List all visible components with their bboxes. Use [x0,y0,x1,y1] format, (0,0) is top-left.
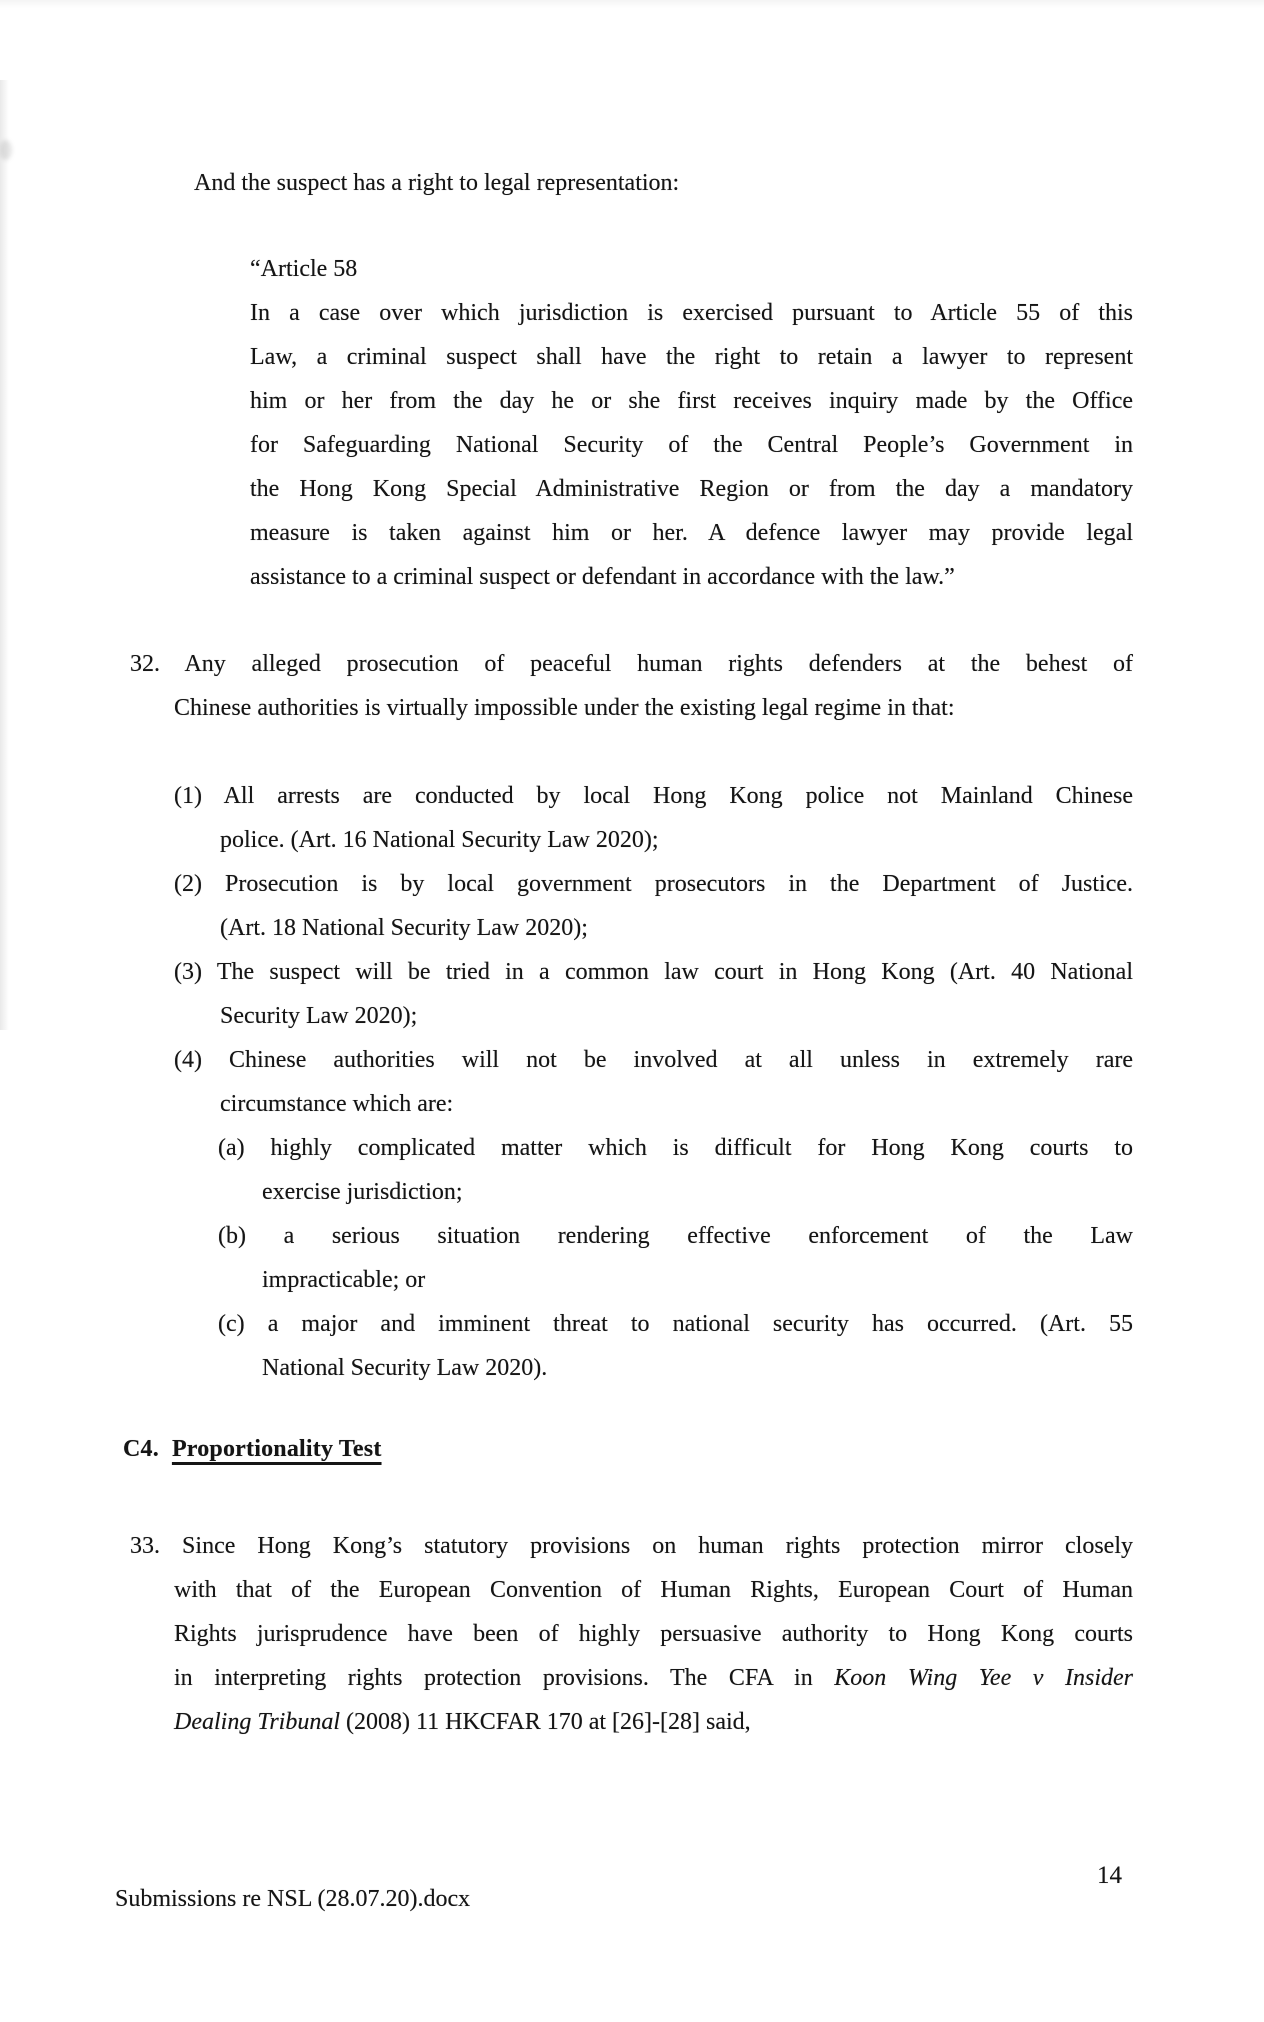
list-item [174,862,1133,950]
scan-top-shadow [0,0,1264,8]
paragraph-line: with that of the European Convention of Human Rights, European Court of Human [174,1577,1133,1603]
quote-line: Law, a criminal suspect shall have the right to retain a lawyer to represent [250,344,1133,370]
sublist-item-line [218,1214,1133,1258]
quote-line: “Article 58 [250,256,358,282]
numbered-list [174,774,1133,1126]
sublist-item-letter: (b) [218,1223,246,1249]
list-item-number: (1) [174,783,202,809]
paragraph-33 [130,1524,1133,1744]
quote-line: measure is taken against him or her. A defence lawyer may provide legal [250,520,1133,546]
sublist-item-text: a serious situation rendering effective enforcement of the Law [283,1223,1134,1249]
list-item-line: circumstance which are: [220,1091,454,1117]
list-item-line: (Art. 18 National Security Law 2020); [220,915,588,941]
sublist-item-line [218,1302,1133,1346]
paragraph-line: Rights jurisprudence have been of highly persuasive authority to Hong Kong courts [174,1621,1133,1647]
list-item [174,950,1133,1038]
sublist-item-letter: (c) [218,1311,245,1337]
paragraph-line [174,1656,1133,1700]
case-citation-italic: Koon Wing Yee v Insider [834,1665,1134,1691]
quote-line: for Safeguarding National Security of the Central People’s Government in [250,432,1133,458]
list-item-line [174,862,1133,906]
paragraph-line [174,1700,1133,1744]
list-item-line [174,1038,1133,1082]
quote-line: him or her from the day he or she first receives inquiry made by the Office [250,388,1133,414]
section-heading-number: C4. [123,1436,159,1462]
sublist-item [218,1302,1133,1390]
paragraph-line [130,1524,1133,1568]
paragraph-text: (2008) 11 HKCFAR 170 at [26]-[28] said, [346,1709,751,1735]
sublist-item-line: National Security Law 2020). [262,1355,548,1381]
paragraph-text: Any alleged prosecution of peaceful human rights defenders at the behest of [184,651,1133,677]
sublist-item-line: exercise jurisdiction; [262,1179,463,1205]
paragraph-line [130,642,1133,686]
intro-line: And the suspect has a right to legal representation: [194,170,680,196]
paragraph-text: in interpreting rights protection provisions. The CFA in [174,1665,813,1691]
page-number: 14 [1097,1862,1122,1889]
sublist-item-letter: (a) [218,1135,245,1161]
scan-smudge [0,140,12,160]
list-item-text: The suspect will be tried in a common law court in Hong Kong (Art. 40 National [216,959,1133,985]
list-item-line: Security Law 2020); [220,1003,418,1029]
case-citation-italic: Dealing Tribunal [174,1709,341,1735]
footer-filename: Submissions re NSL (28.07.20).docx [115,1886,471,1912]
quote-line: assistance to a criminal suspect or defendant in accordance with the law.” [250,564,955,590]
scan-left-edge-shadow [0,80,9,1030]
list-item-text: All arrests are conducted by local Hong Kong police not Mainland Chinese [223,783,1133,809]
list-item-number: (3) [174,959,202,985]
paragraph-32 [130,642,1133,730]
list-item-text: Prosecution is by local government prosecutors in the Department of Justice. [225,871,1134,897]
paragraph-text: Since Hong Kong’s statutory provisions on human rights protection mirror closely [182,1533,1134,1559]
sublist-item [218,1214,1133,1302]
lettered-sublist [218,1126,1133,1390]
list-item-number: (2) [174,871,202,897]
sublist-item-text: highly complicated matter which is difficult for Hong Kong courts to [270,1135,1134,1161]
list-item-line [174,950,1133,994]
section-heading-title: Proportionality Test [171,1436,382,1462]
list-item-number: (4) [174,1047,202,1073]
list-item [174,1038,1133,1126]
quote-line: In a case over which jurisdiction is exercised pursuant to Article 55 of this [250,300,1133,326]
list-item-line [174,774,1133,818]
paragraph-number: 33. [130,1533,160,1559]
paragraph-number: 32. [130,651,160,677]
sublist-item-line [218,1126,1133,1170]
sublist-item-line: impracticable; or [262,1267,426,1293]
list-item-text: Chinese authorities will not be involved at all unless in extremely rare [229,1047,1133,1073]
list-item-line: police. (Art. 16 National Security Law 2020); [220,827,659,853]
list-item [174,774,1133,862]
quote-article-58 [250,247,1133,599]
paragraph-line: Chinese authorities is virtually impossible under the existing legal regime in that: [174,695,955,721]
sublist-item-text: a major and imminent threat to national security has occurred. (Art. 55 [267,1311,1134,1337]
sublist-item [218,1126,1133,1214]
section-heading-c4 [123,1427,382,1471]
quote-line: the Hong Kong Special Administrative Region or from the day a mandatory [250,476,1133,502]
